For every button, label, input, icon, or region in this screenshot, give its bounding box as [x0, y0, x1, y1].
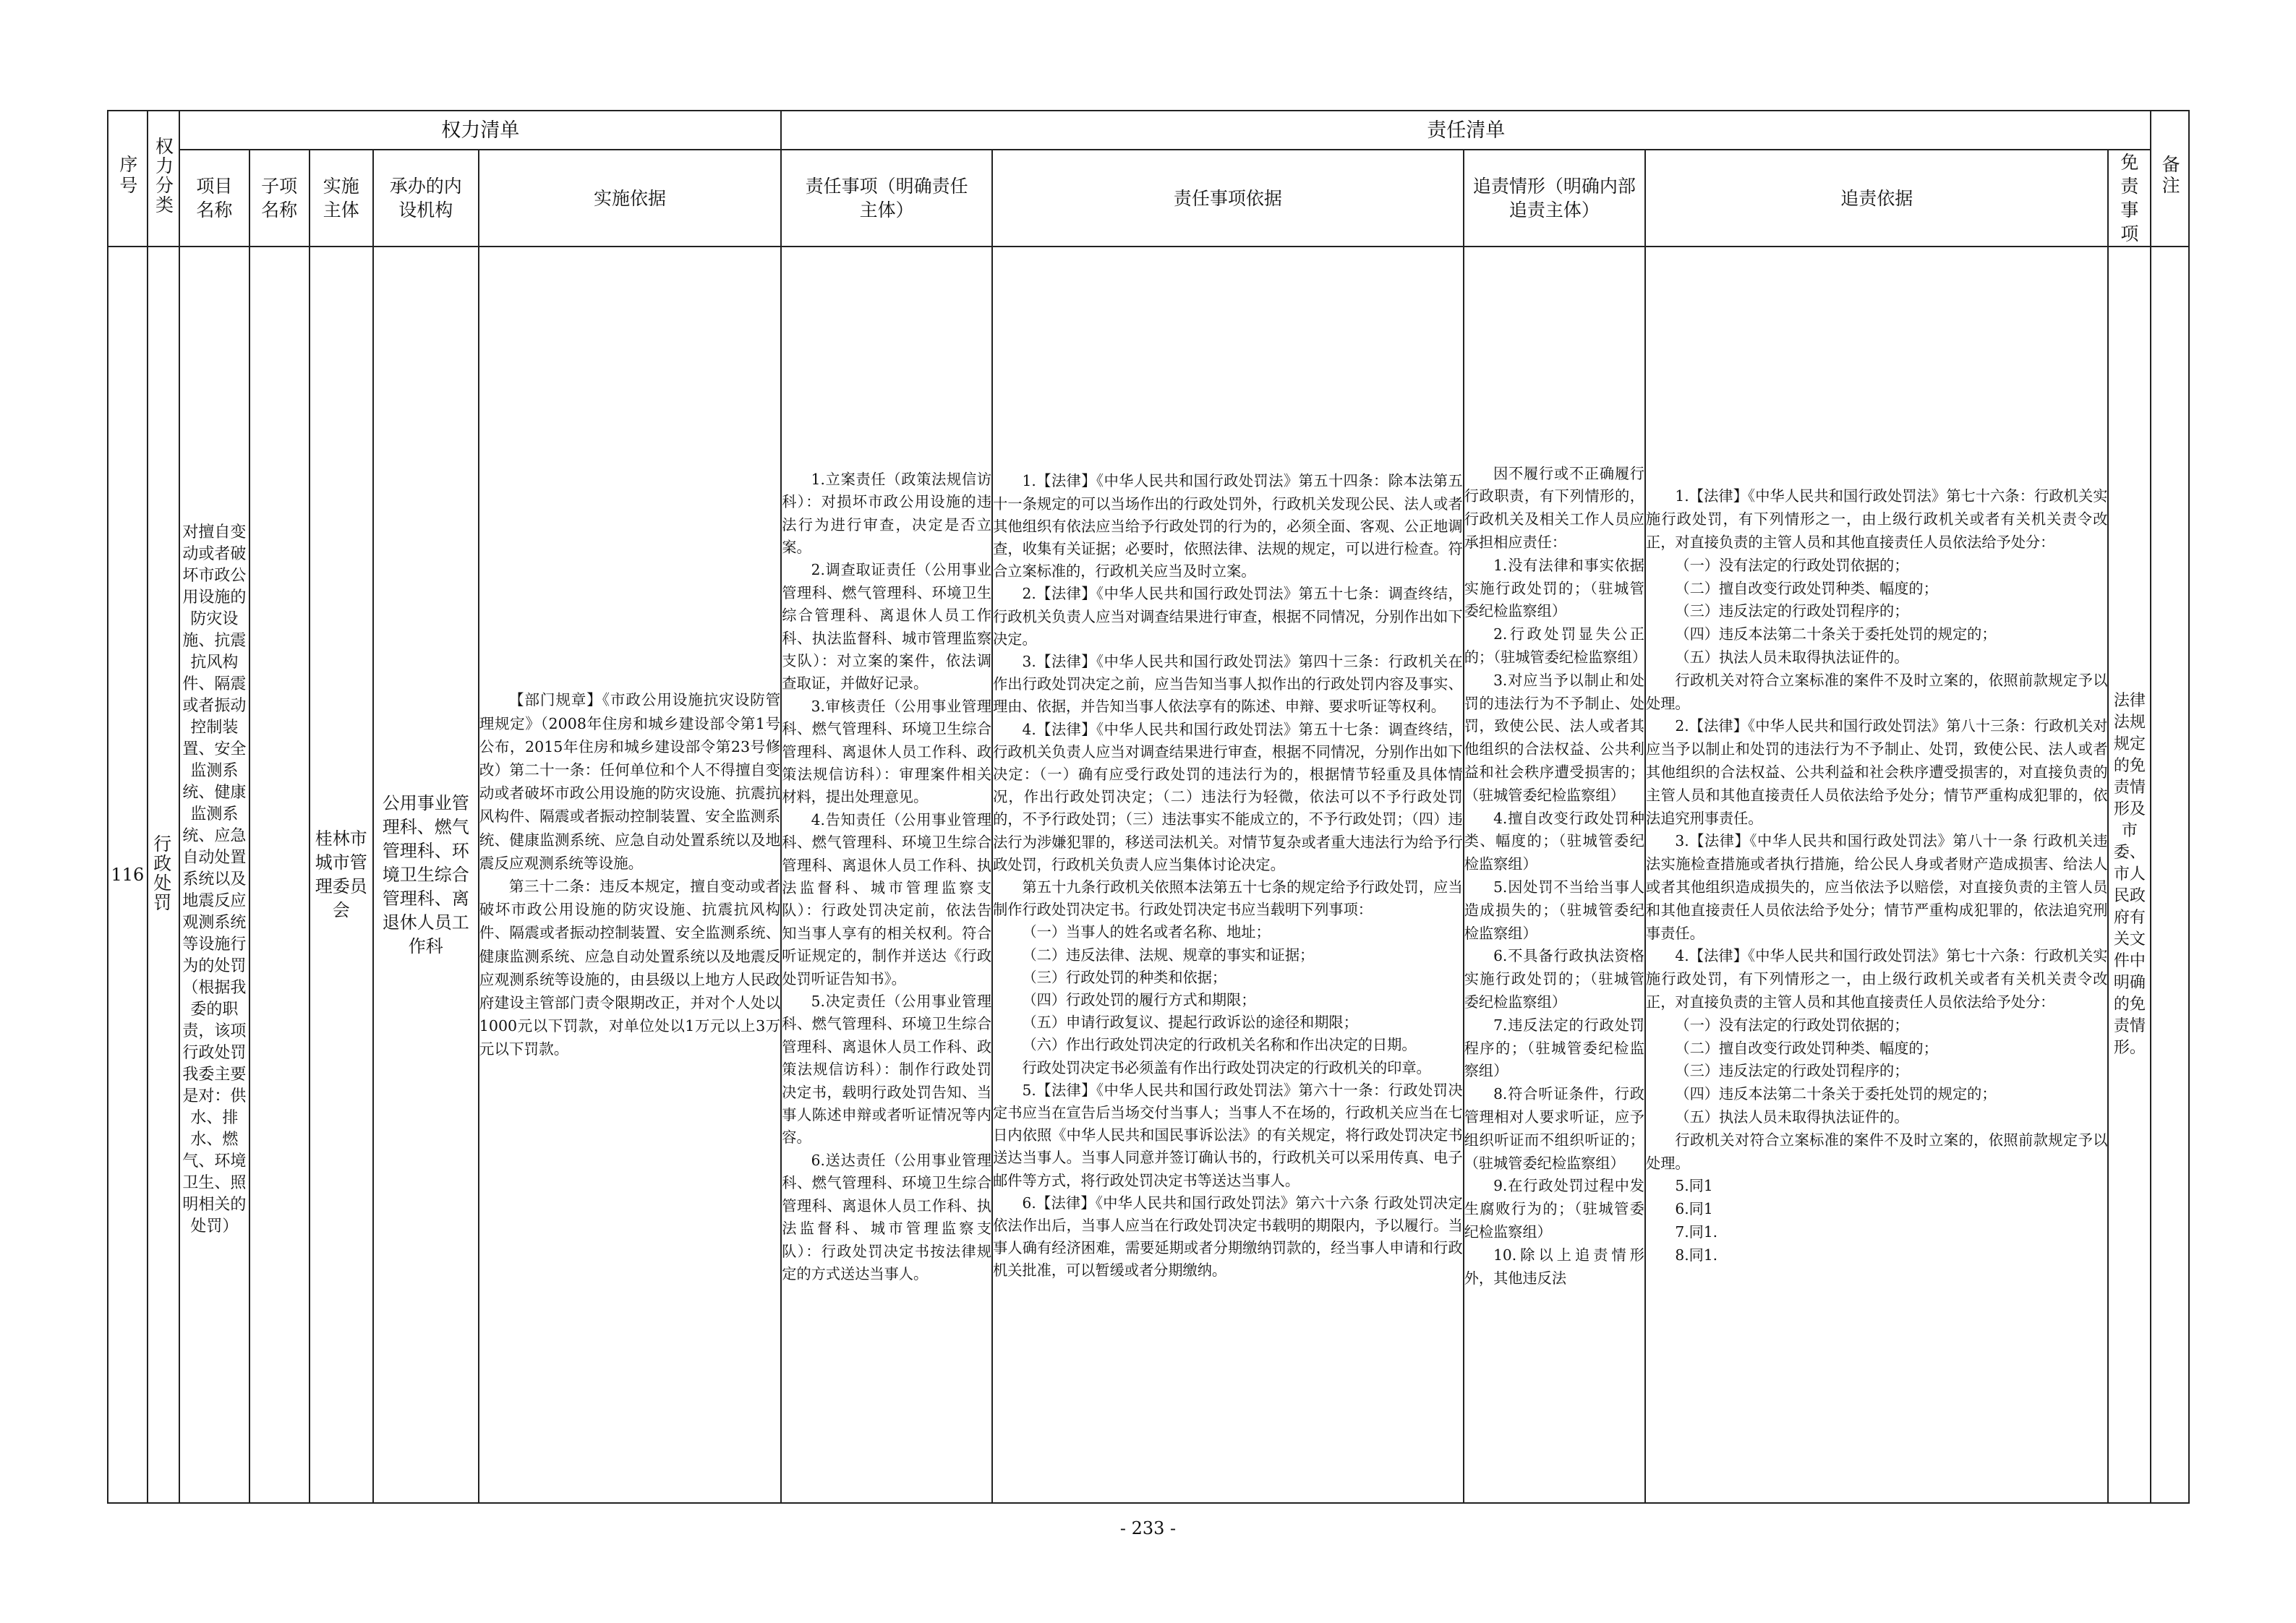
resp-basis-para: 行政处罚决定书必须盖有作出行政处罚决定的行政机关的印章。 — [1022, 1058, 1431, 1076]
header-resp-basis: 责任事项依据 — [992, 150, 1464, 247]
row-account-case — [1464, 247, 1645, 1503]
header-sub-name: 子项名称 — [249, 150, 310, 247]
header-remark: 备注 — [2151, 111, 2189, 247]
account-basis-para: （二）擅自改变行政处罚种类、幅度的； — [1675, 1039, 1938, 1057]
resp-basis-para: （五）申请行政复议、提起行政诉讼的途径和期限； — [1022, 1014, 1358, 1032]
responsibility-table — [107, 110, 2190, 1504]
header-exempt: 免责事项 — [2108, 150, 2151, 247]
account-basis-para: 行政机关对符合立案标准的案件不及时立案的，依照前款规定予以处理。 — [1646, 671, 2108, 712]
account-case-item: 9.在行政处罚过程中发生腐败行为的；（驻城管委纪检监察组） — [1464, 1177, 1644, 1241]
header-account-basis: 追责依据 — [1645, 150, 2108, 247]
resp-basis-para: （二）违反法律、法规、规章的事实和证据； — [1022, 946, 1315, 964]
row-item-name: 对擅自变动或者破坏市政公用设施的防灾设施、抗震抗风构件、隔震或者振动控制装置、安全监测系统、健康监测系统、应急自动处置系统以及地震反应观测系统等设施行为的处罚（根据我委的职责，该项行政处罚我委主要是对：供水、排水、燃气、环境卫生、照明相关的处罚） — [179, 247, 249, 1503]
account-case-item: 10.除以上追责情形外，其他违反法 — [1464, 1246, 1644, 1287]
resp-item: 1.立案责任（政策法规信访科）：对损坏市政公用设施的违法行为进行审查，决定是否立案。 — [782, 470, 992, 556]
resp-basis-para: （六）作出行政处罚决定的行政机关名称和作出决定的日期。 — [1022, 1036, 1417, 1054]
row-remark — [2151, 247, 2189, 1503]
account-basis-para: 行政机关对符合立案标准的案件不及时立案的，依照前款规定予以处理。 — [1646, 1131, 2108, 1172]
account-case-item: 2.行政处罚显失公正的；（驻城管委纪检监察组） — [1464, 625, 1647, 667]
resp-basis-para: 4.【法律】《中华人民共和国行政处罚法》第五十七条：调查终结，行政机关负责人应当对调查结果进行审查，根据不同情况，分别作出如下决定：（一）确有应受行政处罚的违法行为的，根据情节轻重及具体情况，作出行政处罚决定；（二）违法行为轻微，依法可以不予行政处罚的，不予行政处罚；（三）违法事实不能成立的，不予行政处罚；（四）违法行为涉嫌犯罪的，移送司法机关。对情节复杂或者重大违法行为给予行政处罚，行政机关负责人应当集体讨论决定。 — [993, 720, 1463, 873]
resp-basis-para: （四）行政处罚的履行方式和期限； — [1022, 991, 1256, 1009]
basis-para: 【部门规章】《市政公用设施抗灾设防管理规定》（2008年住房和城乡建设部令第1号公布，2015年住房和城乡建设部令第23号修改）第二十一条：任何单位和个人不得擅自变动或者破坏市政公用设施的防灾设施、抗震抗风构件、隔震或者振动控制装置、安全监测系统、健康监测系统、应急自动处置系统以及地震反应观测系统等设施。 — [479, 691, 781, 872]
account-basis-para: 3.【法律】《中华人民共和国行政处罚法》第八十一条 行政机关违法实施检查措施或者执行措施，给公民人身或者财产造成损害、给法人或者其他组织造成损失的，应当依法予以赔偿，对直接负责的主管人员和其他直接责任人员依法给予处分；情节严重构成犯罪的，依法追究刑事责任。 — [1646, 832, 2108, 942]
account-case-item: 4.擅自改变行政处罚种类、幅度的；（驻城管委纪检监察组） — [1464, 809, 1644, 873]
account-case-item: 5.因处罚不当给当事人造成损失的；（驻城管委纪检监察组） — [1464, 878, 1644, 942]
account-case-item: 3.对应当予以制止和处罚的违法行为不予制止、处罚，致使公民、法人或者其他组织的合法权益、公共利益和社会秩序遭受损害的；（驻城管委纪检监察组） — [1464, 671, 1644, 804]
header-subject: 实施主体 — [310, 150, 373, 247]
row-account-basis — [1645, 247, 2108, 1503]
resp-basis-para: 5.【法律】《中华人民共和国行政处罚法》第六十一条：行政处罚决定书应当在宣告后当场交付当事人；当事人不在场的，行政机关应当在七日内依照《中华人民共和国民事诉讼法》的有关规定，将行政处罚决定书送达当事人。当事人同意并签订确认书的，行政机关可以采用传真、电子邮件等方式，将行政处罚决定书等送达当事人。 — [993, 1081, 1463, 1189]
resp-basis-para: 1.【法律】《中华人民共和国行政处罚法》第五十四条：除本法第五十一条规定的可以当场作出的行政处罚外，行政机关发现公民、法人或者其他组织有依法应当给予行政处罚的行为的，必须全面、客观、公正地调查，收集有关证据；必要时，依照法律、法规的规定，可以进行检查。符合立案标准的，行政机关应当及时立案。 — [993, 472, 1463, 581]
account-basis-para: （二）擅自改变行政处罚种类、幅度的； — [1675, 579, 1938, 597]
account-case-item: 1.没有法律和事实依据实施行政处罚的；（驻城管委纪检监察组） — [1464, 556, 1644, 620]
account-basis-para: （五）执法人员未取得执法证件的。 — [1675, 1108, 1909, 1126]
account-case-item: 8.符合听证条件，行政管理相对人要求听证，应予组织听证而不组织听证的；（驻城管委纪检监察组） — [1464, 1085, 1644, 1172]
account-basis-para: （三）违反法定的行政处罚程序的； — [1675, 602, 1909, 620]
account-basis-para: 2.【法律】《中华人民共和国行政处罚法》第八十三条：行政机关对应当予以制止和处罚的违法行为不予制止、处罚，致使公民、法人或者其他组织的合法权益、公共利益和社会秩序遭受损害的，对直接负责的主管人员和其他直接责任人员依法给予处分；情节严重构成犯罪的，依法追究刑事责任。 — [1646, 717, 2108, 827]
account-basis-para: 4.【法律】《中华人民共和国行政处罚法》第七十六条：行政机关实施行政处罚，有下列情形之一，由上级行政机关或者有关机关责令改正，对直接负责的主管人员和其他直接责任人员依法给予处分： — [1646, 947, 2108, 1011]
header-seq: 序号 — [108, 111, 148, 247]
account-basis-para: 5.同1 — [1675, 1177, 1713, 1195]
header-dept: 承办的内设机构 — [373, 150, 479, 247]
header-power-type: 权力分类 — [148, 111, 180, 247]
account-case-item: 6.不具备行政执法资格实施行政处罚的；（驻城管委纪检监察组） — [1464, 947, 1644, 1011]
resp-basis-para: 第五十九条行政机关依照本法第五十七条的规定给予行政处罚，应当制作行政处罚决定书。行政处罚决定书应当载明下列事项： — [993, 878, 1463, 919]
resp-basis-para: （三）行政处罚的种类和依据； — [1022, 968, 1227, 986]
header-resp-list: 责任清单 — [781, 111, 2151, 150]
account-basis-para: 7.同1. — [1675, 1222, 1718, 1241]
resp-item: 2.调查取证责任（公用事业管理科、燃气管理科、环境卫生综合管理科、离退休人员工作科、执法监督科、城市管理监察支队）：对立案的案件，依法调查取证，并做好记录。 — [782, 561, 992, 693]
account-basis-para: 6.同1 — [1675, 1200, 1713, 1218]
account-case-item: 因不履行或不正确履行行政职责，有下列情形的，行政机关及相关工作人员应承担相应责任： — [1464, 464, 1644, 552]
resp-basis-para: 6.【法律】《中华人民共和国行政处罚法》第六十六条 行政处罚决定依法作出后，当事人应当在行政处罚决定书载明的期限内，予以履行。当事人确有经济困难，需要延期或者分期缴纳罚款的，经当事人申请和行政机关批准，可以暂缓或者分期缴纳。 — [993, 1194, 1463, 1280]
row-power-type: 行政处罚 — [148, 247, 180, 1503]
resp-basis-para: （一）当事人的姓名或者名称、地址； — [1022, 923, 1271, 941]
account-basis-para: （一）没有法定的行政处罚依据的； — [1675, 1016, 1909, 1034]
row-sub-name — [249, 247, 310, 1503]
resp-item: 6.送达责任（公用事业管理科、燃气管理科、环境卫生综合管理科、离退休人员工作科、执法监督科、城市管理监察支队）：行政处罚决定书按法律规定的方式送达当事人。 — [782, 1151, 992, 1282]
table-row — [108, 247, 2189, 1503]
header-item-name: 项目名称 — [179, 150, 249, 247]
resp-basis-para: 2.【法律】《中华人民共和国行政处罚法》第五十七条：调查终结，行政机关负责人应当对调查结果进行审查，根据不同情况，分别作出如下决定。 — [993, 585, 1463, 648]
row-resp-items — [781, 247, 992, 1503]
resp-basis-para: 3.【法律】《中华人民共和国行政处罚法》第四十三条：行政机关在作出行政处罚决定之前，应当告知当事人拟作出的行政处罚内容及事实、理由、依据，并告知当事人依法享有的陈述、申辩、要求听证等权利。 — [993, 652, 1463, 716]
account-basis-para: （四）违反本法第二十条关于委托处罚的规定的； — [1675, 1085, 1997, 1103]
account-basis-para: （三）违反法定的行政处罚程序的； — [1675, 1062, 1909, 1080]
page-number: - 233 - — [1119, 1518, 1177, 1538]
account-basis-para: 1.【法律】《中华人民共和国行政处罚法》第七十六条：行政机关实施行政处罚，有下列情形之一，由上级行政机关或者有关机关责令改正，对直接负责的主管人员和其他直接责任人员依法给予处分： — [1646, 487, 2108, 552]
resp-item: 5.决定责任（公用事业管理科、燃气管理科、环境卫生综合管理科、离退休人员工作科、政策法规信访科）：制作行政处罚决定书，载明行政处罚告知、当事人陈述申辩或者听证情况等内容。 — [782, 993, 992, 1147]
row-exempt: 法律法规规定的免责情形及市委、市人民政府有关文件中明确的免责情形。 — [2108, 247, 2151, 1503]
row-basis — [479, 247, 782, 1503]
account-case-item: 7.违反法定的行政处罚程序的；（驻城管委纪检监察组） — [1464, 1016, 1644, 1080]
header-account-case: 追责情形（明确内部追责主体） — [1464, 150, 1645, 247]
resp-item: 3.审核责任（公用事业管理科、燃气管理科、环境卫生综合管理科、离退休人员工作科、政策法规信访科）：审理案件相关材料，提出处理意见。 — [782, 697, 992, 806]
row-subject: 桂林市城市管理委员会 — [310, 247, 373, 1503]
account-basis-para: （四）违反本法第二十条关于委托处罚的规定的； — [1675, 625, 1997, 643]
resp-item: 4.告知责任（公用事业管理科、燃气管理科、环境卫生综合管理科、离退休人员工作科、执法监督科、城市管理监察支队）：行政处罚决定前，依法告知当事人享有的相关权利。符合听证规定的，制作并送达《行政处罚听证告知书》。 — [782, 810, 992, 988]
header-resp-items: 责任事项（明确责任主体） — [781, 150, 992, 247]
row-dept: 公用事业管理科、燃气管理科、环境卫生综合管理科、离退休人员工作科 — [373, 247, 479, 1503]
header-basis: 实施依据 — [479, 150, 782, 247]
basis-para: 第三十二条：违反本规定，擅自变动或者破坏市政公用设施的防灾设施、抗震抗风构件、隔震或者振动控制装置、安全监测系统、健康监测系统、应急自动处置系统以及地震反应观测系统等设施的，由县级以上地方人民政府建设主管部门责令限期改正，并对个人处以1000元以下罚款，对单位处以1万元以上3万元以下罚款。 — [479, 878, 781, 1058]
account-basis-para: 8.同1. — [1675, 1246, 1718, 1264]
account-basis-para: （五）执法人员未取得执法证件的。 — [1675, 648, 1909, 667]
row-resp-basis — [992, 247, 1464, 1503]
header-power-list: 权力清单 — [179, 111, 781, 150]
account-basis-para: （一）没有法定的行政处罚依据的； — [1675, 556, 1909, 574]
row-seq: 116 — [108, 247, 148, 1503]
